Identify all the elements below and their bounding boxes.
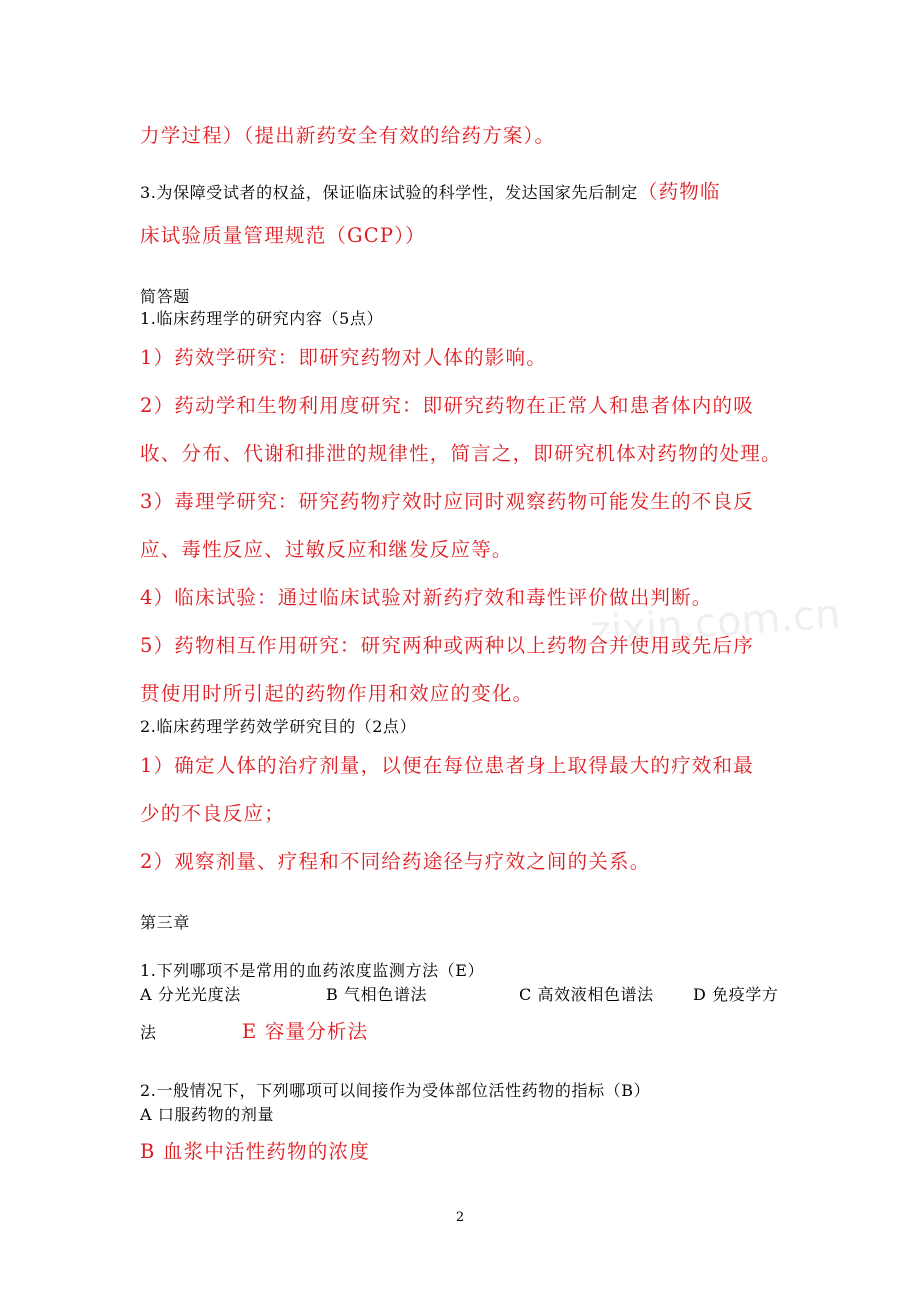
page-number: 2	[455, 1210, 465, 1225]
answer-2-item-1-line-1: 1）确定人体的治疗剂量，以便在每位患者身上取得最大的疗效和最	[140, 754, 754, 777]
answer-2-item-1-line-2: 少的不良反应；	[140, 802, 285, 825]
choice-question-1: 1.下列哪项不是常用的血药浓度监测方法（E）	[140, 961, 485, 980]
watermark: zixin.com.cn	[588, 591, 842, 655]
answer-1-item-2-line-2: 收、分布、代谢和排泄的规律性，简言之，即研究机体对药物的处理。	[140, 442, 782, 465]
question-3-text	[140, 176, 721, 204]
choice-question-2: 2.一般情况下，下列哪项可以间接作为受体部位活性药物的指标（B）	[140, 1081, 651, 1100]
answer-1-item-4: 4）临床试验：通过临床试验对新药疗效和毒性评价做出判断。	[140, 586, 713, 609]
short-answer-question-2: 2.临床药理学药效学研究目的（2点）	[140, 717, 417, 736]
answer-2-item-2: 2）观察剂量、疗程和不同给药途径与疗效之间的关系。	[140, 850, 651, 873]
choice-question-1-options	[0, 982, 920, 1006]
section-heading-short-answer: 简答题	[140, 287, 190, 306]
option-d: D 免疫学方	[693, 985, 779, 1004]
answer-1-item-3-line-1: 3）毒理学研究：研究药物疗效时应同时观察药物可能发生的不良反	[140, 490, 754, 513]
choice-question-2-option-b-answer: B 血浆中活性药物的浓度	[140, 1140, 370, 1163]
question-3-answer-end: 床试验质量管理规范（GCP））	[140, 224, 426, 247]
option-e-answer: E 容量分析法	[242, 1020, 369, 1043]
question-3-answer-start: （药物临	[637, 180, 721, 203]
answer-1-item-5-line-2: 贯使用时所引起的药物作用和效应的变化。	[140, 682, 534, 705]
chapter-heading: 第三章	[140, 913, 190, 932]
answer-1-item-1: 1）药效学研究：即研究药物对人体的影响。	[140, 346, 547, 369]
answer-1-item-5-line-1: 5）药物相互作用研究：研究两种或两种以上药物合并使用或先后序	[140, 634, 754, 657]
answer-1-item-3-line-2: 应、毒性反应、过敏反应和继发反应等。	[140, 538, 513, 561]
answer-line-gcp-tail: 力学过程）（提出新药安全有效的给药方案）。	[140, 124, 556, 147]
option-a: A 分光光度法	[140, 985, 241, 1004]
option-b: B 气相色谱法	[326, 985, 428, 1004]
short-answer-question-1: 1.临床药理学的研究内容（5点）	[140, 309, 384, 328]
choice-question-2-option-a: A 口服药物的剂量	[140, 1105, 275, 1124]
question-3-prompt: 3.为保障受试者的权益，保证临床试验的科学性，发达国家先后制定	[140, 183, 638, 202]
option-c: C 高效液相色谱法	[519, 985, 654, 1004]
answer-1-item-2-line-1: 2）药动学和生物利用度研究：即研究药物在正常人和患者体内的吸	[140, 394, 754, 417]
option-d-continued: 法	[140, 1023, 157, 1042]
